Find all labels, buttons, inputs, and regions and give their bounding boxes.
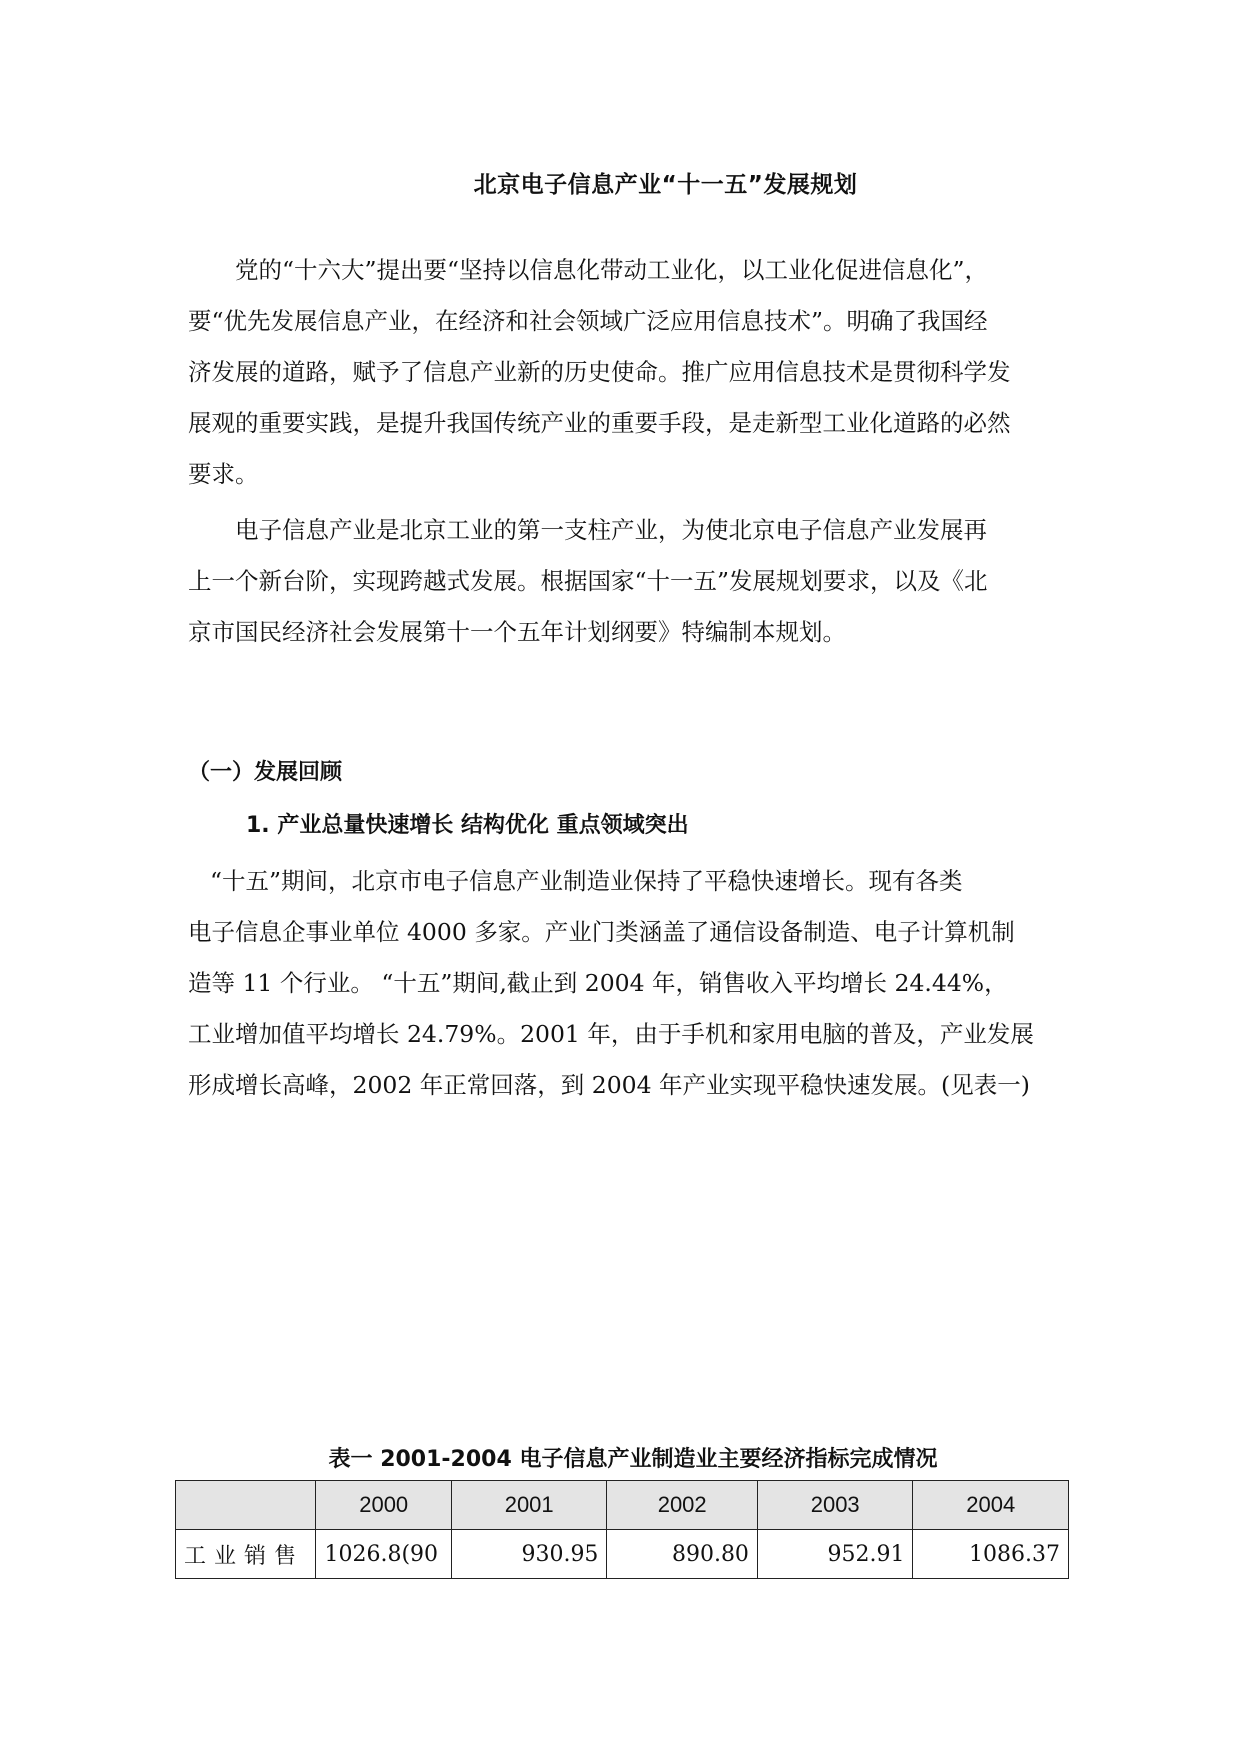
text-line: 工业增加值平均增长 24.79%。2001 年，由于手机和家用电脑的普及，产业发展 bbox=[188, 1020, 1034, 1048]
text-line: “十五”期间，北京市电子信息产业制造业保持了平稳快速增长。现有各类 bbox=[210, 867, 963, 895]
table-cell: 890.80 bbox=[607, 1530, 758, 1579]
text-line: 京市国民经济社会发展第十一个五年计划纲要》特编制本规划。 bbox=[188, 618, 846, 646]
table-header-cell: 2003 bbox=[757, 1481, 913, 1530]
subsection-heading: 1. 产业总量快速增长 结构优化 重点领域突出 bbox=[246, 813, 689, 838]
review-paragraph bbox=[188, 856, 1060, 1111]
text-line: 形成增长高峰，2002 年正常回落，到 2004 年产业实现平稳快速发展。(见表一) bbox=[188, 1071, 1030, 1099]
indicators-table bbox=[175, 1480, 1069, 1579]
text-line: 造等 11 个行业。 “十五”期间,截止到 2004 年，销售收入平均增长 24.44%， bbox=[188, 969, 1008, 997]
table-header-cell: 2000 bbox=[316, 1481, 451, 1530]
text-line: 上一个新台阶，实现跨越式发展。根据国家“十一五”发展规划要求，以及《北 bbox=[188, 567, 988, 595]
text-line: 展观的重要实践，是提升我国传统产业的重要手段，是走新型工业化道路的必然 bbox=[188, 409, 1011, 437]
table-header-cell: 2004 bbox=[913, 1481, 1069, 1530]
table-header-row bbox=[176, 1481, 1069, 1530]
table-caption: 表一 2001-2004 电子信息产业制造业主要经济指标完成情况 bbox=[328, 1447, 938, 1472]
table-row bbox=[176, 1530, 1069, 1579]
intro-paragraph-1 bbox=[188, 245, 1060, 500]
section-heading: （一）发展回顾 bbox=[188, 760, 343, 785]
table-cell: 1026.8(90 bbox=[316, 1530, 451, 1579]
intro-paragraph-2 bbox=[188, 505, 1060, 658]
table-header-cell: 2002 bbox=[607, 1481, 758, 1530]
table-header-cell: 2001 bbox=[451, 1481, 607, 1530]
document-title: 北京电子信息产业“十一五”发展规划 bbox=[473, 172, 858, 198]
table-corner-cell bbox=[176, 1481, 316, 1530]
text-line: 电子信息企事业单位 4000 多家。产业门类涵盖了通信设备制造、电子计算机制 bbox=[188, 918, 1015, 946]
text-line: 要“优先发展信息产业，在经济和社会领域广泛应用信息技术”。明确了我国经 bbox=[188, 307, 988, 335]
table-cell: 1086.37 bbox=[913, 1530, 1069, 1579]
table-cell: 952.91 bbox=[757, 1530, 913, 1579]
table-row-label: 工业销售 bbox=[176, 1530, 316, 1579]
table-cell: 930.95 bbox=[451, 1530, 607, 1579]
text-line: 要求。 bbox=[188, 460, 259, 488]
text-line: 党的“十六大”提出要“坚持以信息化带动工业化，以工业化促进信息化”， bbox=[235, 256, 989, 284]
text-line: 电子信息产业是北京工业的第一支柱产业，为使北京电子信息产业发展再 bbox=[235, 516, 987, 544]
text-line: 济发展的道路，赋予了信息产业新的历史使命。推广应用信息技术是贯彻科学发 bbox=[188, 358, 1011, 386]
